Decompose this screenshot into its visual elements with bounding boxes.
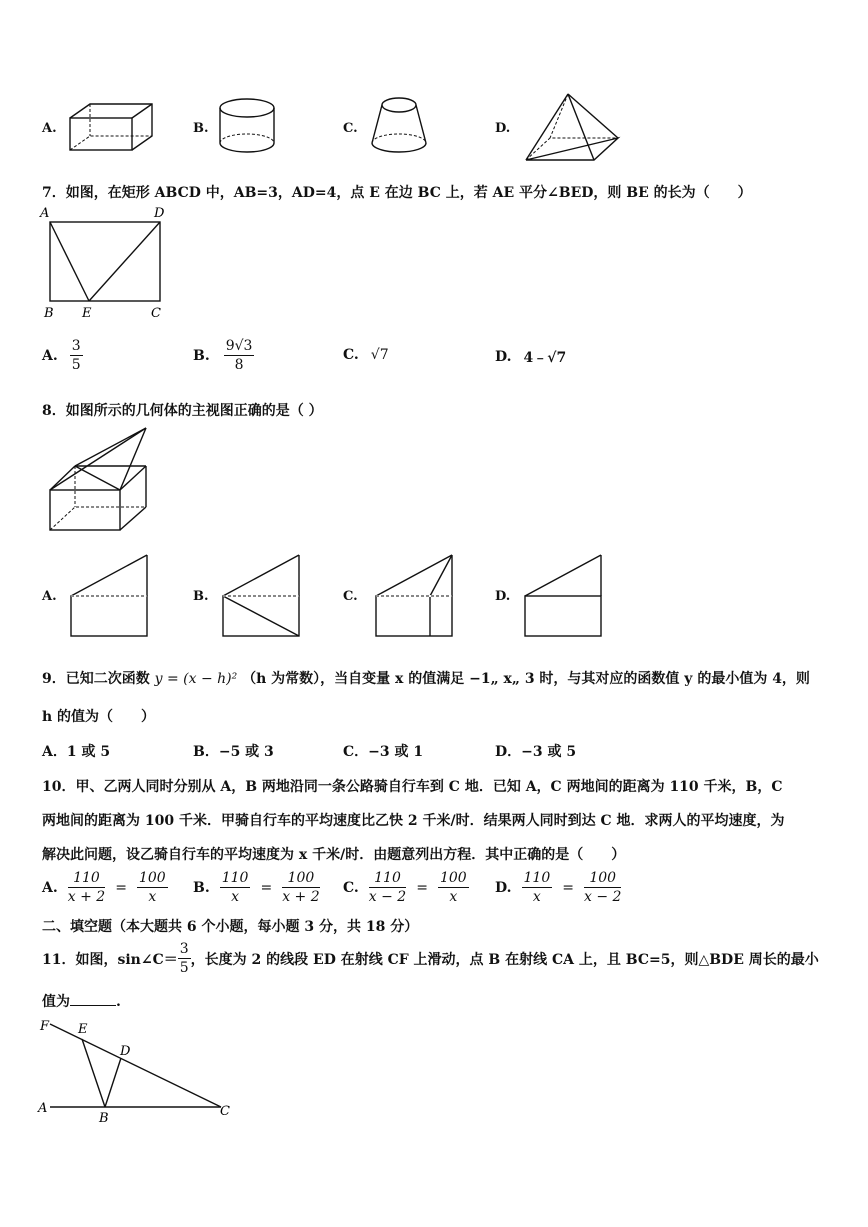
q7-label-c: C — [151, 306, 161, 321]
q11-stem-part2: ，长度为 2 的线段 ED 在射线 CF 上滑动，点 B 在射线 CA 上，且 BC=5，则△BDE 周长的最小 — [190, 951, 819, 968]
q7-option-b — [193, 337, 254, 374]
q7-option-c — [343, 347, 389, 363]
q11-stem-end: . — [116, 994, 121, 1010]
q10-option-a-equals: = — [115, 879, 127, 896]
q11-label-f: F — [40, 1019, 50, 1034]
q6-option-a-label: A. — [42, 121, 57, 136]
q7-stem: 7．如图，在矩形 ABCD 中，AB=3，AD=4，点 E 在边 BC 上，若 AE 平分∠BED，则 BE 的长为（ ） — [42, 185, 752, 201]
q8-option-d-figure — [522, 552, 606, 640]
q10-option-d-equals: = — [562, 879, 574, 896]
q7-option-a — [42, 337, 83, 374]
q9-option-b: B．−5 或 3 — [193, 744, 274, 760]
q10-stem-line2: 两地间的距离为 100 千米．甲骑自行车的平均速度比乙快 2 千米/时．结果两人同时到达 C 地．求两人的平均速度，为 — [42, 813, 785, 829]
q10-option-a-right-fraction: $\frac{100}{x}$ — [138, 870, 166, 905]
q7-option-a-num: 3 — [71, 338, 81, 354]
q11-stem-line2 — [42, 991, 121, 1011]
q6-option-b-label: B. — [193, 121, 209, 136]
q7-option-a-fraction — [70, 337, 83, 374]
q7-label-e: E — [82, 306, 92, 321]
q8-option-c-figure — [373, 552, 457, 640]
q10-option-d-right-fraction: $\frac{100}{x - 2}$ — [583, 870, 622, 905]
q10-option-c — [343, 869, 469, 906]
q10-option-d — [495, 869, 621, 906]
q9-stem-part1: 9．已知二次函数 — [42, 671, 150, 687]
q9-stem-part2: （h 为常数），当自变量 x 的值满足 −1„ x„ 3 时，与其对应的函数值 y 的最小值为 4，则 — [242, 671, 810, 687]
q6-pyramid-figure — [522, 90, 622, 164]
q8-option-b-figure — [220, 552, 304, 640]
q10-option-a — [42, 869, 168, 906]
q11-label-d: D — [120, 1044, 131, 1059]
q11-label-e: E — [78, 1022, 88, 1037]
q10-option-d-left-fraction: $\frac{110}{x}$ — [523, 870, 551, 905]
q10-stem-line1: 10．甲、乙两人同时分别从 A，B 两地沿同一条公路骑自行车到 C 地．已知 A，C 两地间的距离为 110 千米，B，C — [42, 779, 783, 795]
q8-option-c-label: C. — [343, 589, 358, 604]
q7-option-d — [495, 347, 566, 367]
q8-option-d-label: D. — [495, 589, 511, 604]
q8-option-a-figure — [68, 552, 152, 640]
q10-option-b-equals: = — [260, 879, 273, 896]
q7-option-c-label: C. — [343, 347, 359, 363]
q10-option-b-right-fraction: $\frac{100}{x + 2}$ — [282, 870, 320, 905]
section-heading-fill-in: 二、填空题（本大题共 6 个小题，每小题 3 分，共 18 分） — [42, 919, 419, 935]
q11-sin-fraction: $\frac{3}{5}$ — [179, 941, 189, 976]
q9-stem-line1 — [42, 668, 810, 688]
q11-stem-part1: 11．如图，sin∠C＝ — [42, 951, 178, 968]
q10-stem-line3: 解决此问题，设乙骑自行车的平均速度为 x 千米/时．由题意列出方程．其中正确的是（ ） — [42, 847, 626, 863]
q11-stem-line2-text: 值为 — [42, 994, 70, 1010]
q6-frustum-figure — [368, 96, 432, 160]
q10-option-d-label: D. — [495, 879, 512, 896]
q11-triangle-figure — [36, 1014, 236, 1126]
q6-cuboid-figure — [60, 100, 160, 156]
q7-option-a-den: 5 — [71, 357, 81, 373]
q7-label-a: A — [40, 206, 50, 221]
q9-option-d: D．−3 或 5 — [495, 744, 577, 760]
q10-option-c-left-fraction: $\frac{110}{x - 2}$ — [368, 870, 407, 905]
q9-stem-line2: h 的值为（ ） — [42, 709, 156, 725]
q6-option-c-label: C. — [343, 121, 358, 136]
q10-option-b-left-fraction: $\frac{110}{x}$ — [221, 870, 249, 905]
q7-label-b: B — [44, 306, 54, 321]
q8-stem: 8．如图所示的几何体的主视图正确的是（ ） — [42, 403, 323, 419]
q6-option-d-label: D. — [495, 121, 511, 136]
q10-option-a-left-fraction: $\frac{110}{x + 2}$ — [67, 870, 106, 905]
q7-option-d-value: 4﹣√7 — [523, 350, 567, 366]
q7-option-b-fraction — [224, 337, 255, 374]
q7-option-a-label: A. — [42, 347, 58, 364]
q8-solid-figure — [46, 424, 158, 536]
q8-option-b-label: B. — [193, 589, 209, 604]
q11-answer-blank — [70, 991, 116, 1006]
q10-option-c-right-fraction: $\frac{100}{x}$ — [439, 870, 467, 905]
q8-option-a-label: A. — [42, 589, 57, 604]
q9-option-a: A．1 或 5 — [42, 744, 111, 760]
q9-formula: y = (x − h)² — [154, 671, 238, 687]
q7-rectangle-figure — [38, 204, 178, 322]
q10-option-c-equals: = — [416, 879, 428, 896]
q7-option-b-num: 9√3 — [225, 338, 253, 354]
q7-option-d-label: D. — [495, 349, 512, 365]
q10-option-a-label: A. — [42, 879, 58, 896]
q11-label-a: A — [38, 1101, 48, 1116]
q10-option-b — [193, 869, 320, 906]
q7-label-d: D — [154, 206, 165, 221]
q7-option-b-label: B. — [193, 347, 210, 364]
q9-option-c: C．−3 或 1 — [343, 744, 424, 760]
q6-cylinder-figure — [218, 97, 280, 159]
q11-label-c: C — [220, 1104, 230, 1119]
q11-label-b: B — [99, 1111, 109, 1126]
q7-option-c-value: √7 — [370, 347, 389, 363]
q10-option-b-label: B. — [193, 879, 210, 896]
q10-option-c-label: C. — [343, 879, 359, 896]
q7-option-b-den: 8 — [234, 357, 244, 373]
q11-stem-line1 — [42, 940, 819, 977]
